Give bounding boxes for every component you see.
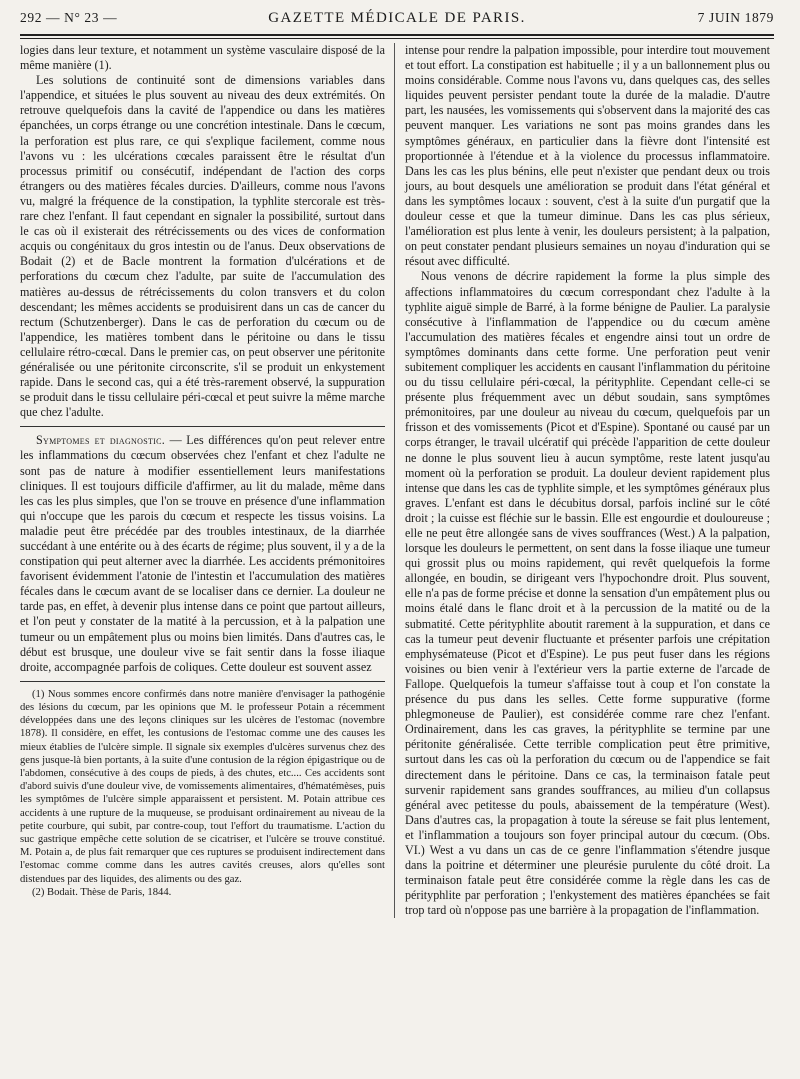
journal-title: GAZETTE MÉDICALE DE PARIS. [268,10,526,26]
left-paragraph-1: logies dans leur texture, et notamment un système vasculaire disposé de la même manière (1). [20,43,385,73]
right-column [395,43,770,918]
footnote-divider [20,681,385,682]
article-columns [20,43,774,918]
section-divider [20,426,385,427]
right-paragraph-2: Nous venons de décrire rapidement la forme la plus simple des affections inflammatoires du cœcum correspondant chez l'adulte à la typhlite aiguë simple de Barré, à la forme bénigne de Paulier. La paralysie consécutive à l'inflammation de l'appendice ou du cœcum amène l'accumulation des matières fécales et engendre ainsi tout un ordre de symptômes dominants dans cette forme. Une perforation peut venir subitement compliquer les accidents en causant l'inflammation du péritoine ou du tissu cellulaire péri-cœcal, la pérityphlite. Cependant celle-ci se présente plus fréquemment avec un début soudain, sans symptômes prémonitoires, par une douleur au niveau du cœcum, quelquefois par un frisson et des vomissements (Picot et d'Espine). Spontané ou causé par un corps étranger, le travail ulcératif qui précède l'apparition de cette douleur ne donne le plus souvent lieu à aucun symptôme, reste latent jusqu'au moment où la perforation se produit. La douleur devient rapidement plus intense que dans les cas de typhlite simple, et les symptômes généraux plus graves. L'enfant est dans le décubitus dorsal, parfois incliné sur le côté droit ; la cuisse est fléchie sur le bassin. Elle est engourdie et douloureuse ; elle ne peut être allongée sans de vives souffrances (West.) A la palpation, lorsque les douleurs le permettent, on sent dans la fosse iliaque une tumeur qui grossit plus ou moins rapidement, qui revêt quelquefois la forme allongée, en boudin, se dirigeant vers l'hypochondre droit. Plus souvent, elle n'a pas de forme précise et donne la sensation d'un empâtement plus ou moins étalé dans le flanc droit et à la percussion de la matité ou de la submatité. Cette pérityphlite aboutit rarement à la suppuration, et dans ce cas la tumeur peut devenir fluctuante et présenter parfois une crépitation emphysémateuse (Picot et d'Espine). Le pus peut fuser dans les régions voisines ou bien venir à l'extérieur vers la partie externe de l'arcade de Fallope. Quelquefois la tumeur s'affaisse tout à coup et l'on constate la présence du pus dans les selles. Cette forme suppurative (forme phlegmoneuse de Paulier), est considérée comme rare chez l'enfant. Ordinairement, dans les cas graves, la pérityphlite se termine par une péritonite généralisée. Cette terrible complication peut être primitive, surtout dans les cas où la perforation du cœcum ou de l'appendice se fait directement dans le péritoine. Dans ce cas, la terminaison fatale peut survenir rapidement sans grandes souffrances, au milieu d'un collapsus général avec petitesse du pouls, abaissement de la température (West). Dans d'autres cas, la propagation à toute la séreuse se fait plus lentement, et l'inflammation a toujours son foyer principal autour du cœcum. (Obs. VI.) West a vu dans un cas de ce genre l'inflammation s'étendre jusque dans la poitrine et déterminer une pleurésie purulente du côté droit. La terminaison fatale peut être considérée comme la règle dans les cas de pérityphlite par perforation ; l'enkystement des matières épanchées se fait trop tard où n'oppose pas une barrière à la propagation de l'inflammation. [405,269,770,918]
section-heading: Symptomes et diagnostic. [36,433,166,448]
page-number: 292 — N° 23 — [20,10,118,25]
left-paragraph-2: Les solutions de continuité sont de dimensions variables dans l'appendice, et situées le plus souvent au niveau des deux extrémités. On retrouve quelquefois dans la cavité de l'appendice ou dans les matières épanchées, un corps étrange ou une concrétion intestinale. Dans le cœcum, la perforation est plus rare, ce qui s'explique facilement, comme nous l'avons vu : les ulcérations cœcales paraissent être le résultat d'un processus primitif ou consécutif, indépendant de l'action des corps étrangers ou des matières fécales durcies. D'ailleurs, comme nous l'avons vu, malgré la fréquence de la constipation, la typhlite stercorale est très-rare chez l'enfant. Il faut cependant en signaler la possibilité, surtout dans le cas où il existerait des rétrécissements ou des vices de conformation acquis ou congénitaux du gros intestin ou de l'anus. Deux observations de Bodait (2) et de Bacle montrent la formation d'ulcérations et de perforations du cœcum chez l'adulte, par suite de l'accumulation des matières au-dessus de rétrécissements du colon transvers et du colon descendant; les mêmes accidents se produisirent dans un cas de cancer du rectum (Schutzenberger). Dans le cas de perforation du cœcum ou de l'appendice, les matières tombent dans le péritoine ou dans le tissu cellulaire rétro-cœcal. Dans le premier cas, on peut observer une péritonite généralisée ou une péritonite circonscrite, s'il se produit un enkystement rapide. Dans le second cas, qui a été très-rarement observé, la suppuration se produit dans le tissu cellulaire péri-cœcal et peut suivre la même marche que chez l'adulte. [20,73,385,420]
footnote-2: (2) Bodait. Thèse de Paris, 1844. [32,886,172,898]
left-column [20,43,395,918]
symptoms-section [20,433,385,675]
footnote-1: (1) Nous sommes encore confirmés dans notre manière d'envisager la pathogénie des lésions du cœcum, par les opinions que M. le professeur Potain a récemment développées dans une des leçons cliniques sur les ulcères de l'estomac (novembre 1878). Il considère, en effet, les contusions de l'estomac comme une des causes les mieux établies de l'ulcère simple. Il signale six exemples d'ulcères survenus chez des gens jusque-là bien portants, à la suite d'une contusion de la région épigastrique ou de l'abdomen, consécutive à des coups de pieds, à des chutes, etc.... Ces accidents sont d'abord suivis d'une douleur vive, de vomissements alimentaires, d'hématémèses, puis les symptômes de l'ulcère simple apparaissent et persistent. M. Potain attribue ces accidents à une rupture de la muqueuse, se produisant ordinairement au niveau de la petite courbure, qui subit, par contre-coup, tout l'effort du traumatisme. L'action du suc gastrique empêche cette solution de se cicatriser, et l'ulcère se trouve constitué. M. Potain a, de plus fait remarquer que ces ruptures se produisent indirectement dans l'estomac comme comme dans les autres cavités creuses, alors qu'elles sont distendues par des liquides, des aliments ou des gaz. [20,688,385,885]
header-rule [20,34,774,39]
right-paragraph-1: intense pour rendre la palpation impossible, pour interdire tout mouvement et tout effort. La constipation est habituelle ; il y a un ballonnement plus ou moins considérable. Comme nous l'avons vu, dans quelques cas, des selles liquides peuvent persister pendant toute la durée de la maladie. D'autre part, les nausées, les vomissements qui s'observent dans la majorité des cas peuvent manquer. Les variations ne sont pas moins grandes dans les symptômes généraux, en particulier dans la fièvre dont l'intensité est proportionnée à l'étendue et à la violence du processus inflammatoire. Dans les cas les plus bénins, elle peut n'exister que pendant deux ou trois jours, au bout desquels une amélioration se produit dans l'état général et dans les symptômes locaux : souvent, c'est à la suite d'un purgatif que la douleur cesse et que la tumeur diminue. Dans les cas plus sérieux, l'amélioration est plus lente à venir, les douleurs persistent; à la palpation, on peut constater pendant plusieurs semaines un noyau d'induration qui se résout avec difficulté. [405,43,770,269]
page-header [20,10,774,32]
section-text: — Les différences qu'on peut relever entre les inflammations du cœcum observées chez l'enfant et chez l'adulte ne sont pas de nature à modifier essentiellement leurs manifestations cliniques. Il est toujours difficile d'affirmer, au lit du malade, même dans les cas les plus simples, que l'on se trouve en présence d'une inflammation qui n'occupe que les parois du cœcum et respecte les tissus voisins. La maladie peut être précédée par des troubles intestinaux, de la diarrhée succédant à une entérite ou à des écarts de régime; plus souvent, il y a de la constipation qui peut alterner avec la diarrhée. Les accidents prémonitoires favorisent évidemment l'atonie de l'intestin et l'accumulation des matières fécales dans le cœcum avant de se localiser dans ce dernier. La douleur ne tarde pas, en effet, à devenir plus intense dans ce point que partout ailleurs, et l'on peut y constater de la matité à la percussion, et à la palpation une tumeur ou un empâtement plus ou moins bien limités. Dans d'autres cas, le début est brusque, une douleur vive se fait sentir dans la fosse iliaque droite, accompagnée parfois de coliques. Cette douleur est souvent assez [20,433,386,674]
footnotes [20,688,385,899]
issue-date: 7 JUIN 1879 [697,10,774,25]
